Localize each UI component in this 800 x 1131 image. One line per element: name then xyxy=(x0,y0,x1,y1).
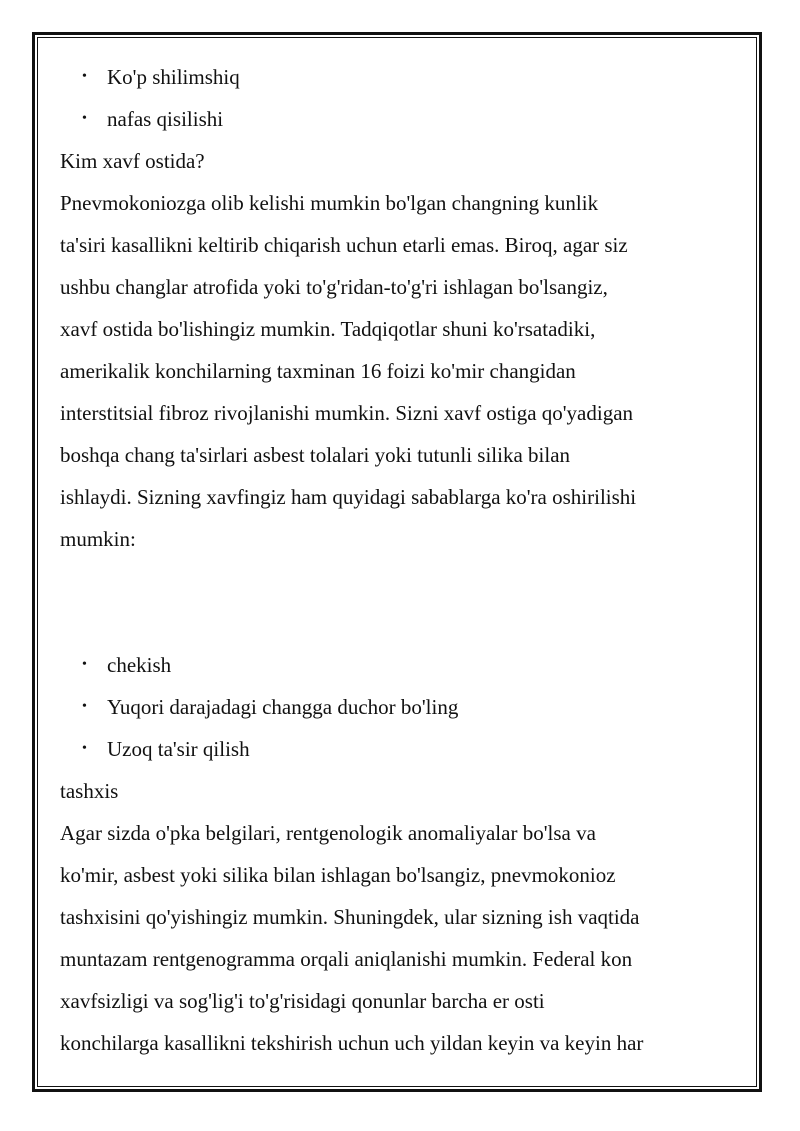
text-line: ishlaydi. Sizning xavfingiz ham quyidagi sabablarga ko'ra oshirilishi xyxy=(60,485,637,509)
list-item: • Yuqori darajadagi changga duchor bo'ling xyxy=(60,686,740,728)
text-line: Pnevmokoniozga olib kelishi mumkin bo'lgan changning kunlik xyxy=(60,191,599,215)
list-item: • chekish xyxy=(60,644,740,686)
list-item: • nafas qisilishi xyxy=(60,98,740,140)
section-heading-diagnosis: tashxis xyxy=(60,779,119,803)
text-line: konchilarga kasallikni tekshirish uchun uch yildan keyin va keyin har xyxy=(60,1031,644,1055)
text-line: Agar sizda o'pka belgilari, rentgenologik anomaliyalar bo'lsa va xyxy=(60,821,596,845)
text-line: amerikalik konchilarning taxminan 16 foizi ko'mir changidan xyxy=(60,359,576,383)
risk-paragraph xyxy=(60,182,740,560)
symptom-list xyxy=(60,56,740,140)
section-heading-risk: Kim xavf ostida? xyxy=(60,149,205,173)
bullet-icon: • xyxy=(82,69,87,84)
list-item: • Uzoq ta'sir qilish xyxy=(60,728,740,770)
text-line: mumkin: xyxy=(60,527,136,551)
text-line: ko'mir, asbest yoki silika bilan ishlagan bo'lsangiz, pnevmokonioz xyxy=(60,863,616,887)
text-line: tashxisini qo'yishingiz mumkin. Shuningdek, ular sizning ish vaqtida xyxy=(60,905,640,929)
blank-space xyxy=(60,560,740,644)
text-line: xavfsizligi va sog'lig'i to'g'risidagi qonunlar barcha er osti xyxy=(60,989,545,1013)
document-body xyxy=(60,56,740,1064)
bullet-icon: • xyxy=(82,699,87,714)
text-line: muntazam rentgenogramma orqali aniqlanishi mumkin. Federal kon xyxy=(60,947,633,971)
bullet-icon: • xyxy=(82,111,87,126)
bullet-icon: • xyxy=(82,741,87,756)
text-line: interstitsial fibroz rivojlanishi mumkin. Sizni xavf ostiga qo'yadigan xyxy=(60,401,634,425)
risk-factor-list xyxy=(60,644,740,770)
text-line: ushbu changlar atrofida yoki to'g'ridan-to'g'ri ishlagan bo'lsangiz, xyxy=(60,275,608,299)
bullet-icon: • xyxy=(82,657,87,672)
text-line: xavf ostida bo'lishingiz mumkin. Tadqiqotlar shuni ko'rsatadiki, xyxy=(60,317,596,341)
text-line: boshqa chang ta'sirlari asbest tolalari yoki tutunli silika bilan xyxy=(60,443,571,467)
diagnosis-paragraph xyxy=(60,812,740,1064)
text-line: ta'siri kasallikni keltirib chiqarish uchun etarli emas. Biroq, agar siz xyxy=(60,233,628,257)
list-item: • Ko'p shilimshiq xyxy=(60,56,740,98)
